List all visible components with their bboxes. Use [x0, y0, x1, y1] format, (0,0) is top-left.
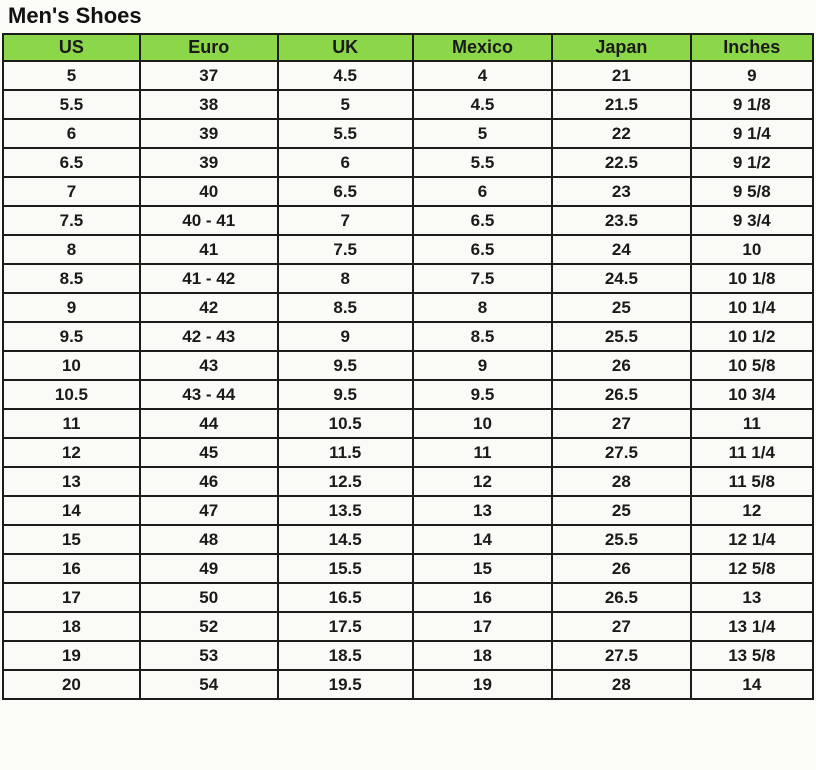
- table-cell: 10: [413, 409, 552, 438]
- table-cell: 9 1/8: [691, 90, 813, 119]
- table-cell: 50: [140, 583, 278, 612]
- table-row: [3, 206, 813, 235]
- table-cell: 10: [691, 235, 813, 264]
- table-row: [3, 525, 813, 554]
- table-cell: 25.5: [552, 322, 691, 351]
- table-cell: 6.5: [3, 148, 140, 177]
- table-cell: 22: [552, 119, 691, 148]
- table-cell: 27: [552, 409, 691, 438]
- table-cell: 12 1/4: [691, 525, 813, 554]
- table-cell: 18: [3, 612, 140, 641]
- table-cell: 11: [413, 438, 552, 467]
- table-cell: 5.5: [413, 148, 552, 177]
- table-cell: 52: [140, 612, 278, 641]
- table-row: [3, 554, 813, 583]
- table-cell: 10 5/8: [691, 351, 813, 380]
- table-cell: 48: [140, 525, 278, 554]
- table-cell: 14: [691, 670, 813, 699]
- table-cell: 8.5: [3, 264, 140, 293]
- table-cell: 8: [3, 235, 140, 264]
- table-body: [3, 61, 813, 699]
- table-cell: 13.5: [278, 496, 413, 525]
- table-cell: 4.5: [278, 61, 413, 90]
- table-cell: 6.5: [413, 206, 552, 235]
- table-row: [3, 177, 813, 206]
- table-cell: 46: [140, 467, 278, 496]
- table-cell: 25: [552, 496, 691, 525]
- table-cell: 15: [413, 554, 552, 583]
- table-cell: 10 1/8: [691, 264, 813, 293]
- table-cell: 25.5: [552, 525, 691, 554]
- table-cell: 6.5: [278, 177, 413, 206]
- table-cell: 10 1/4: [691, 293, 813, 322]
- table-row: [3, 380, 813, 409]
- table-cell: 11.5: [278, 438, 413, 467]
- table-cell: 26: [552, 351, 691, 380]
- table-cell: 7.5: [278, 235, 413, 264]
- size-conversion-table: [2, 33, 814, 700]
- table-cell: 8: [413, 293, 552, 322]
- table-cell: 28: [552, 670, 691, 699]
- table-cell: 6.5: [413, 235, 552, 264]
- table-row: [3, 90, 813, 119]
- header-row: [3, 34, 813, 61]
- table-cell: 12.5: [278, 467, 413, 496]
- table-cell: 54: [140, 670, 278, 699]
- table-cell: 11 1/4: [691, 438, 813, 467]
- table-cell: 12: [691, 496, 813, 525]
- table-cell: 42: [140, 293, 278, 322]
- table-cell: 24.5: [552, 264, 691, 293]
- table-cell: 9: [3, 293, 140, 322]
- table-cell: 16: [3, 554, 140, 583]
- table-row: [3, 467, 813, 496]
- table-cell: 27: [552, 612, 691, 641]
- table-cell: 10: [3, 351, 140, 380]
- table-cell: 13 1/4: [691, 612, 813, 641]
- table-cell: 39: [140, 119, 278, 148]
- table-cell: 8: [278, 264, 413, 293]
- table-cell: 47: [140, 496, 278, 525]
- table-cell: 9: [278, 322, 413, 351]
- table-row: [3, 322, 813, 351]
- table-cell: 25: [552, 293, 691, 322]
- table-cell: 8.5: [278, 293, 413, 322]
- table-cell: 19.5: [278, 670, 413, 699]
- table-row: [3, 641, 813, 670]
- table-cell: 14: [3, 496, 140, 525]
- table-cell: 22.5: [552, 148, 691, 177]
- table-cell: 9 3/4: [691, 206, 813, 235]
- table-cell: 18: [413, 641, 552, 670]
- table-cell: 19: [3, 641, 140, 670]
- table-row: [3, 612, 813, 641]
- table-cell: 41 - 42: [140, 264, 278, 293]
- table-cell: 10.5: [3, 380, 140, 409]
- table-cell: 26.5: [552, 380, 691, 409]
- table-cell: 12: [3, 438, 140, 467]
- table-cell: 9 5/8: [691, 177, 813, 206]
- table-cell: 37: [140, 61, 278, 90]
- table-cell: 7.5: [413, 264, 552, 293]
- column-header-us: US: [3, 34, 140, 61]
- table-cell: 10.5: [278, 409, 413, 438]
- table-cell: 10 1/2: [691, 322, 813, 351]
- table-cell: 13: [691, 583, 813, 612]
- table-cell: 21: [552, 61, 691, 90]
- table-cell: 43: [140, 351, 278, 380]
- table-cell: 5: [278, 90, 413, 119]
- table-cell: 9.5: [413, 380, 552, 409]
- table-cell: 40: [140, 177, 278, 206]
- table-cell: 14.5: [278, 525, 413, 554]
- table-cell: 12 5/8: [691, 554, 813, 583]
- table-cell: 39: [140, 148, 278, 177]
- table-cell: 26.5: [552, 583, 691, 612]
- table-cell: 5.5: [278, 119, 413, 148]
- table-row: [3, 119, 813, 148]
- table-cell: 9.5: [278, 351, 413, 380]
- table-cell: 21.5: [552, 90, 691, 119]
- table-row: [3, 264, 813, 293]
- table-cell: 19: [413, 670, 552, 699]
- table-cell: 16.5: [278, 583, 413, 612]
- table-cell: 6: [278, 148, 413, 177]
- table-cell: 49: [140, 554, 278, 583]
- table-cell: 9.5: [278, 380, 413, 409]
- table-row: [3, 351, 813, 380]
- table-cell: 5: [3, 61, 140, 90]
- table-row: [3, 293, 813, 322]
- table-cell: 6: [413, 177, 552, 206]
- table-cell: 12: [413, 467, 552, 496]
- column-header-euro: Euro: [140, 34, 278, 61]
- table-cell: 26: [552, 554, 691, 583]
- table-cell: 13 5/8: [691, 641, 813, 670]
- table-cell: 20: [3, 670, 140, 699]
- table-row: [3, 438, 813, 467]
- table-cell: 10 3/4: [691, 380, 813, 409]
- table-row: [3, 235, 813, 264]
- column-header-mexico: Mexico: [413, 34, 552, 61]
- table-cell: 14: [413, 525, 552, 554]
- table-cell: 9 1/2: [691, 148, 813, 177]
- table-cell: 8.5: [413, 322, 552, 351]
- table-cell: 23: [552, 177, 691, 206]
- table-cell: 9 1/4: [691, 119, 813, 148]
- table-cell: 27.5: [552, 438, 691, 467]
- column-header-inches: Inches: [691, 34, 813, 61]
- table-cell: 11: [3, 409, 140, 438]
- column-header-uk: UK: [278, 34, 413, 61]
- table-cell: 4: [413, 61, 552, 90]
- table-row: [3, 496, 813, 525]
- table-cell: 27.5: [552, 641, 691, 670]
- table-cell: 11: [691, 409, 813, 438]
- column-header-japan: Japan: [552, 34, 691, 61]
- table-cell: 9: [691, 61, 813, 90]
- table-cell: 7.5: [3, 206, 140, 235]
- table-cell: 40 - 41: [140, 206, 278, 235]
- table-cell: 15: [3, 525, 140, 554]
- table-cell: 9.5: [3, 322, 140, 351]
- table-cell: 17: [3, 583, 140, 612]
- table-cell: 5.5: [3, 90, 140, 119]
- table-cell: 11 5/8: [691, 467, 813, 496]
- table-cell: 17: [413, 612, 552, 641]
- table-cell: 13: [413, 496, 552, 525]
- table-cell: 43 - 44: [140, 380, 278, 409]
- table-cell: 4.5: [413, 90, 552, 119]
- table-cell: 7: [3, 177, 140, 206]
- table-cell: 23.5: [552, 206, 691, 235]
- table-cell: 45: [140, 438, 278, 467]
- table-cell: 17.5: [278, 612, 413, 641]
- table-row: [3, 61, 813, 90]
- table-cell: 28: [552, 467, 691, 496]
- table-cell: 38: [140, 90, 278, 119]
- table-row: [3, 670, 813, 699]
- table-cell: 53: [140, 641, 278, 670]
- table-cell: 18.5: [278, 641, 413, 670]
- table-cell: 16: [413, 583, 552, 612]
- table-cell: 24: [552, 235, 691, 264]
- table-cell: 44: [140, 409, 278, 438]
- table-cell: 15.5: [278, 554, 413, 583]
- table-cell: 5: [413, 119, 552, 148]
- table-cell: 9: [413, 351, 552, 380]
- table-cell: 6: [3, 119, 140, 148]
- table-cell: 42 - 43: [140, 322, 278, 351]
- table-row: [3, 583, 813, 612]
- table-row: [3, 409, 813, 438]
- table-cell: 41: [140, 235, 278, 264]
- table-cell: 7: [278, 206, 413, 235]
- table-cell: 13: [3, 467, 140, 496]
- page-title: Men's Shoes: [8, 3, 142, 28]
- table-row: [3, 148, 813, 177]
